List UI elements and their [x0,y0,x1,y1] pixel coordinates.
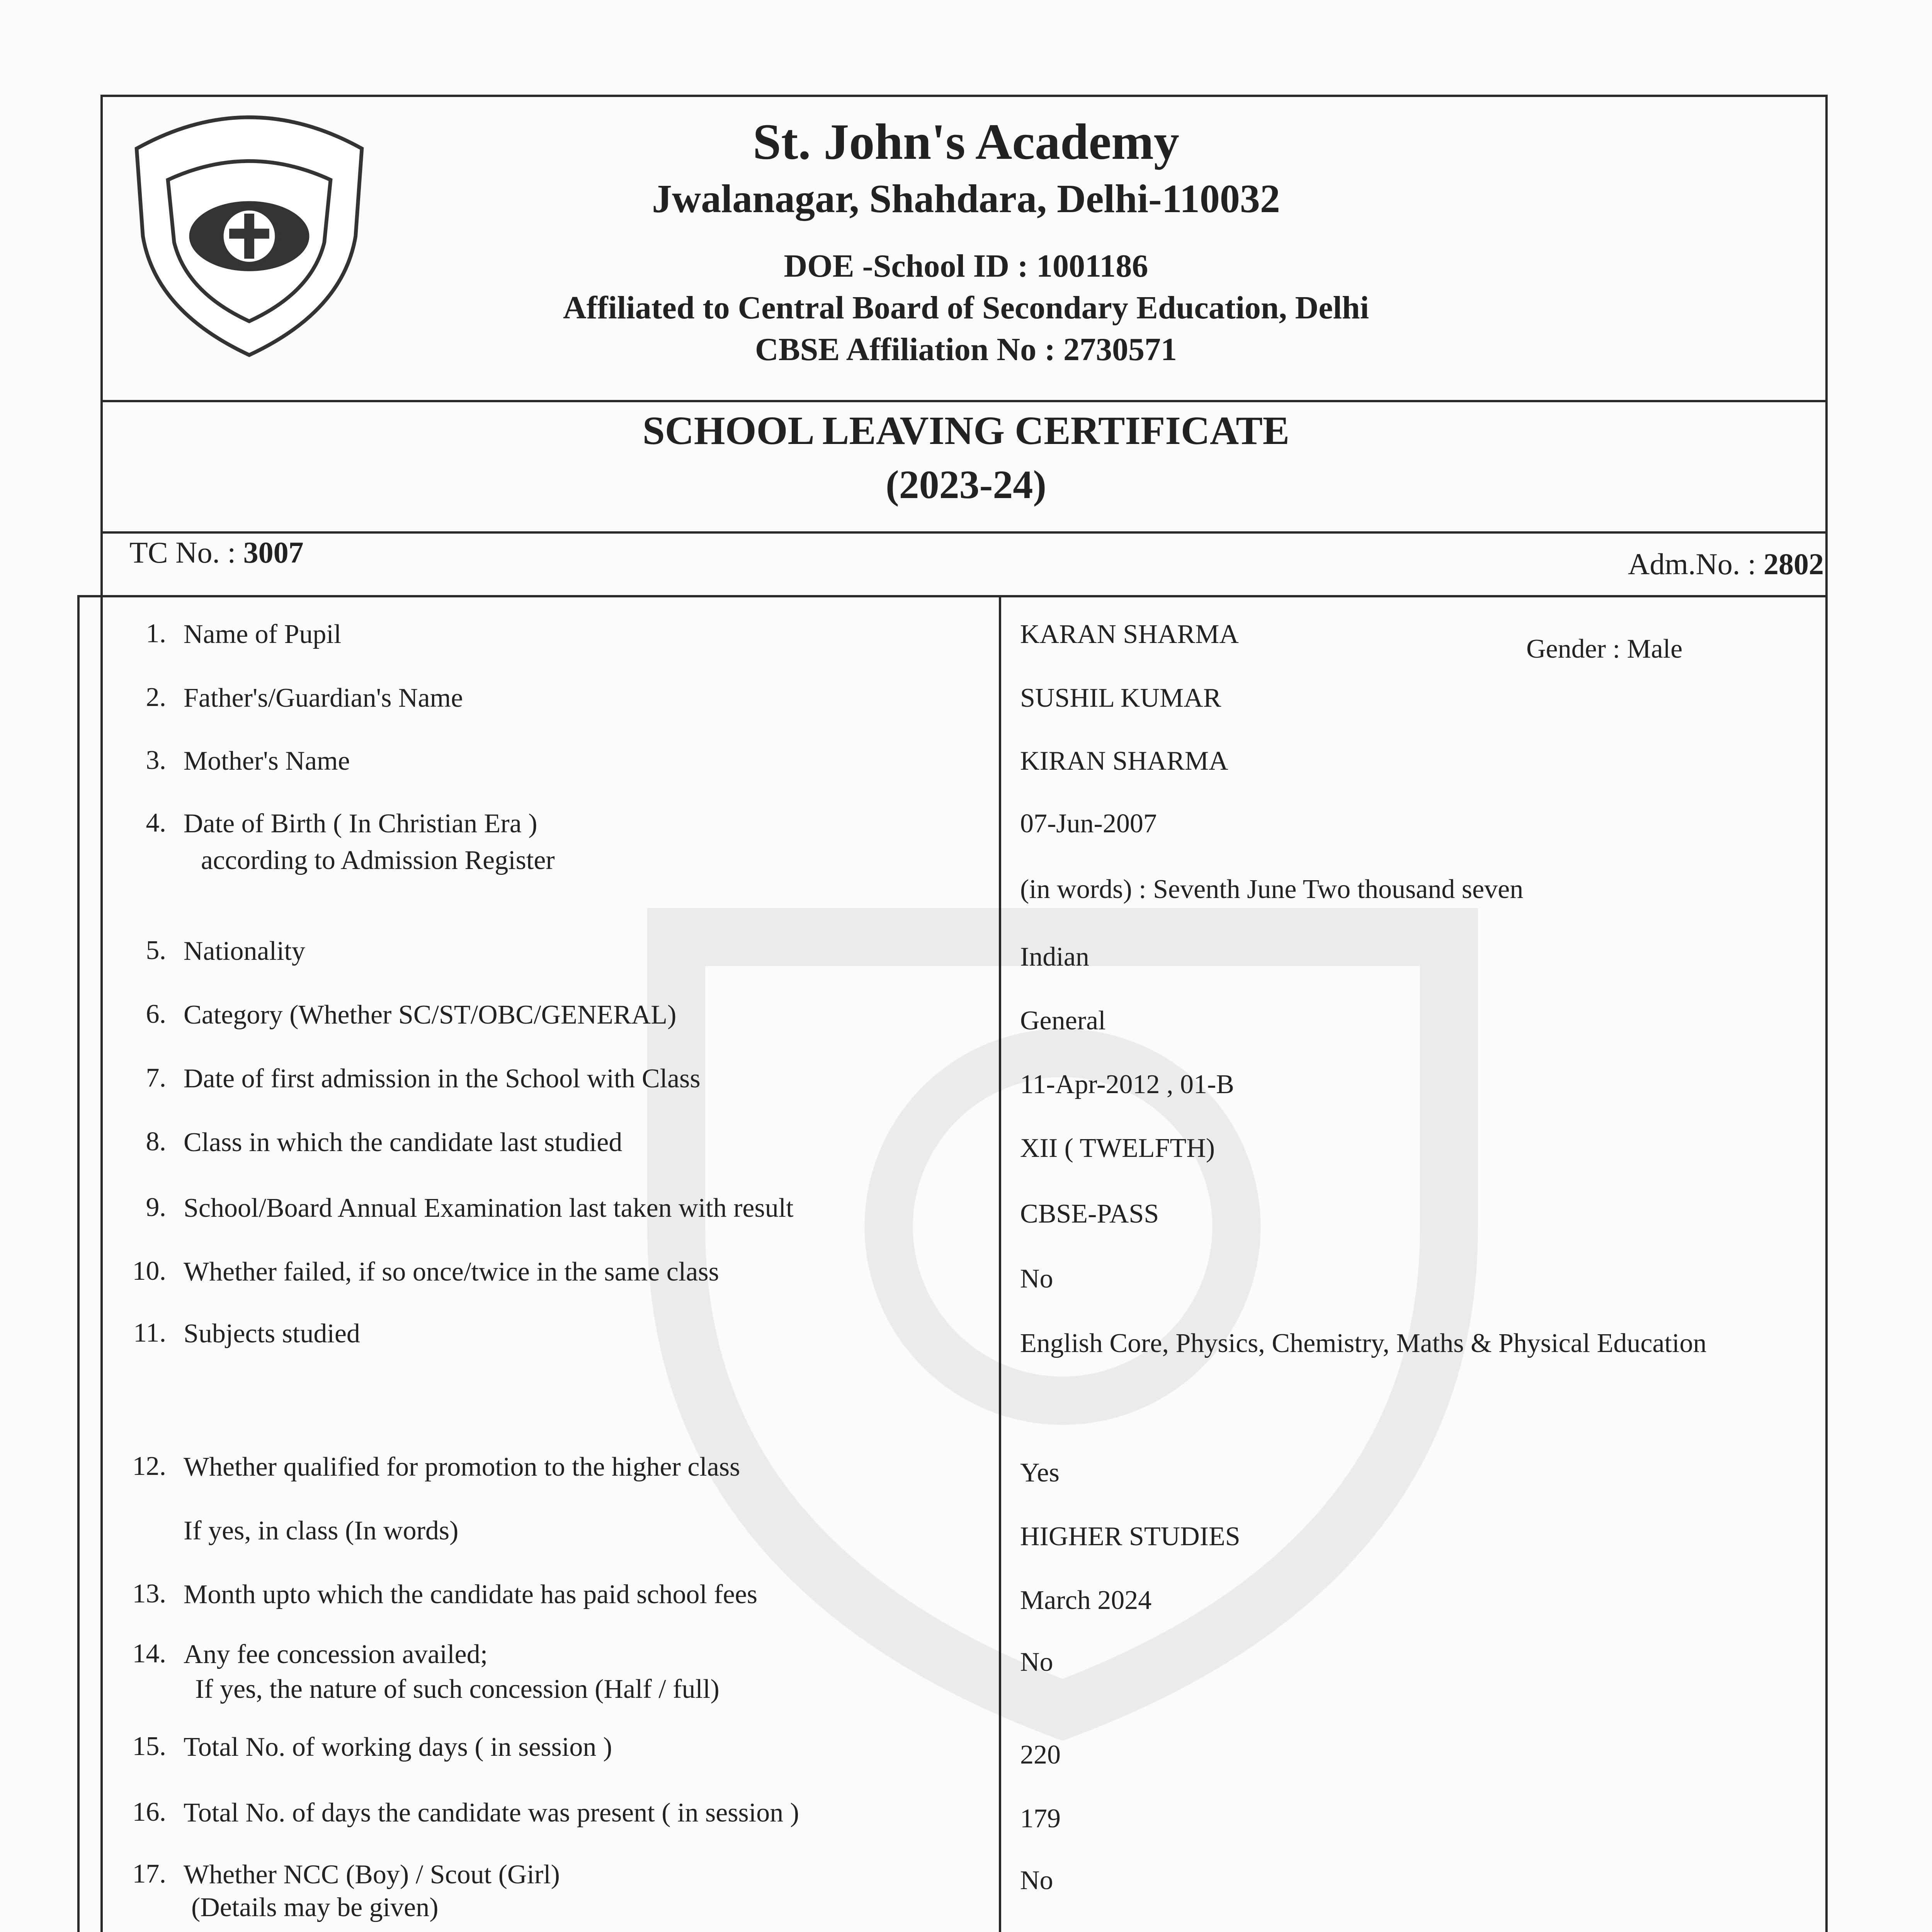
table-row: 11. Subjects studied English Core, Physics, Chemistry, Maths & Physical Education [133,1318,1707,1358]
table-row: 8. Class in which the candidate last studied XII ( TWELFTH) [146,1127,1215,1163]
gender-value: Gender : Male [1526,634,1683,664]
certificate-session: (2023-24) [886,463,1046,507]
table-row: 7. Date of first admission in the School with Class 11-Apr-2012 , 01-B [146,1063,1234,1099]
table-row: 2. Father's/Guardian's Name SUSHIL KUMAR [146,682,1221,713]
certificate-title: SCHOOL LEAVING CERTIFICATE [642,408,1290,453]
title-divider [100,531,1828,534]
school-name: St. John's Academy [753,113,1179,170]
board-affiliation: Affiliated to Central Board of Secondary Education, Delhi [563,290,1369,326]
cbse-affiliation-no: CBSE Affiliation No : 2730571 [755,332,1177,367]
table-row: 13. Month upto which the candidate has paid school fees March 2024 [132,1579,1152,1615]
admission-number: Adm.No. : 2802 [1628,547,1824,581]
school-crest-logo-icon [124,99,375,361]
table-row: 6. Category (Whether SC/ST/OBC/GENERAL) General [146,999,1106,1036]
table-row: 4. Date of Birth ( In Christian Era ) according to Admission Register 07-Jun-2007 (in words) : Seventh June Two thousand seven [146,808,1524,904]
table-top-divider [77,595,1828,597]
tc-number: TC No. : 3007 [129,536,304,569]
table-row: 9. School/Board Annual Examination last taken with result CBSE-PASS [146,1192,1159,1229]
table-row: 17. Whether NCC (Boy) / Scout (Girl) (Details may be given) No [132,1859,1053,1922]
table-row: 10. Whether failed, if so once/twice in the same class No [132,1256,1053,1294]
table-row: 14. Any fee concession availed; If yes, the nature of such concession (Half / full) No [132,1639,1053,1704]
table-row: If yes, in class (In words) HIGHER STUDIES [184,1516,1240,1551]
table-row: 1. Name of Pupil KARAN SHARMA [146,619,1239,649]
table-row: 16. Total No. of days the candidate was present ( in session ) 179 [132,1797,1061,1833]
header-divider [100,400,1828,402]
doe-school-id: DOE -School ID : 1001186 [784,248,1148,284]
school-address: Jwalanagar, Shahdara, Delhi-110032 [652,177,1280,221]
table-row: 15. Total No. of working days ( in session ) 220 [132,1731,1061,1770]
table-row: 12. Whether qualified for promotion to the higher class Yes [132,1451,1060,1488]
table-row: 3. Mother's Name KIRAN SHARMA [146,745,1228,776]
table-row: 5. Nationality Indian [146,935,1089,972]
